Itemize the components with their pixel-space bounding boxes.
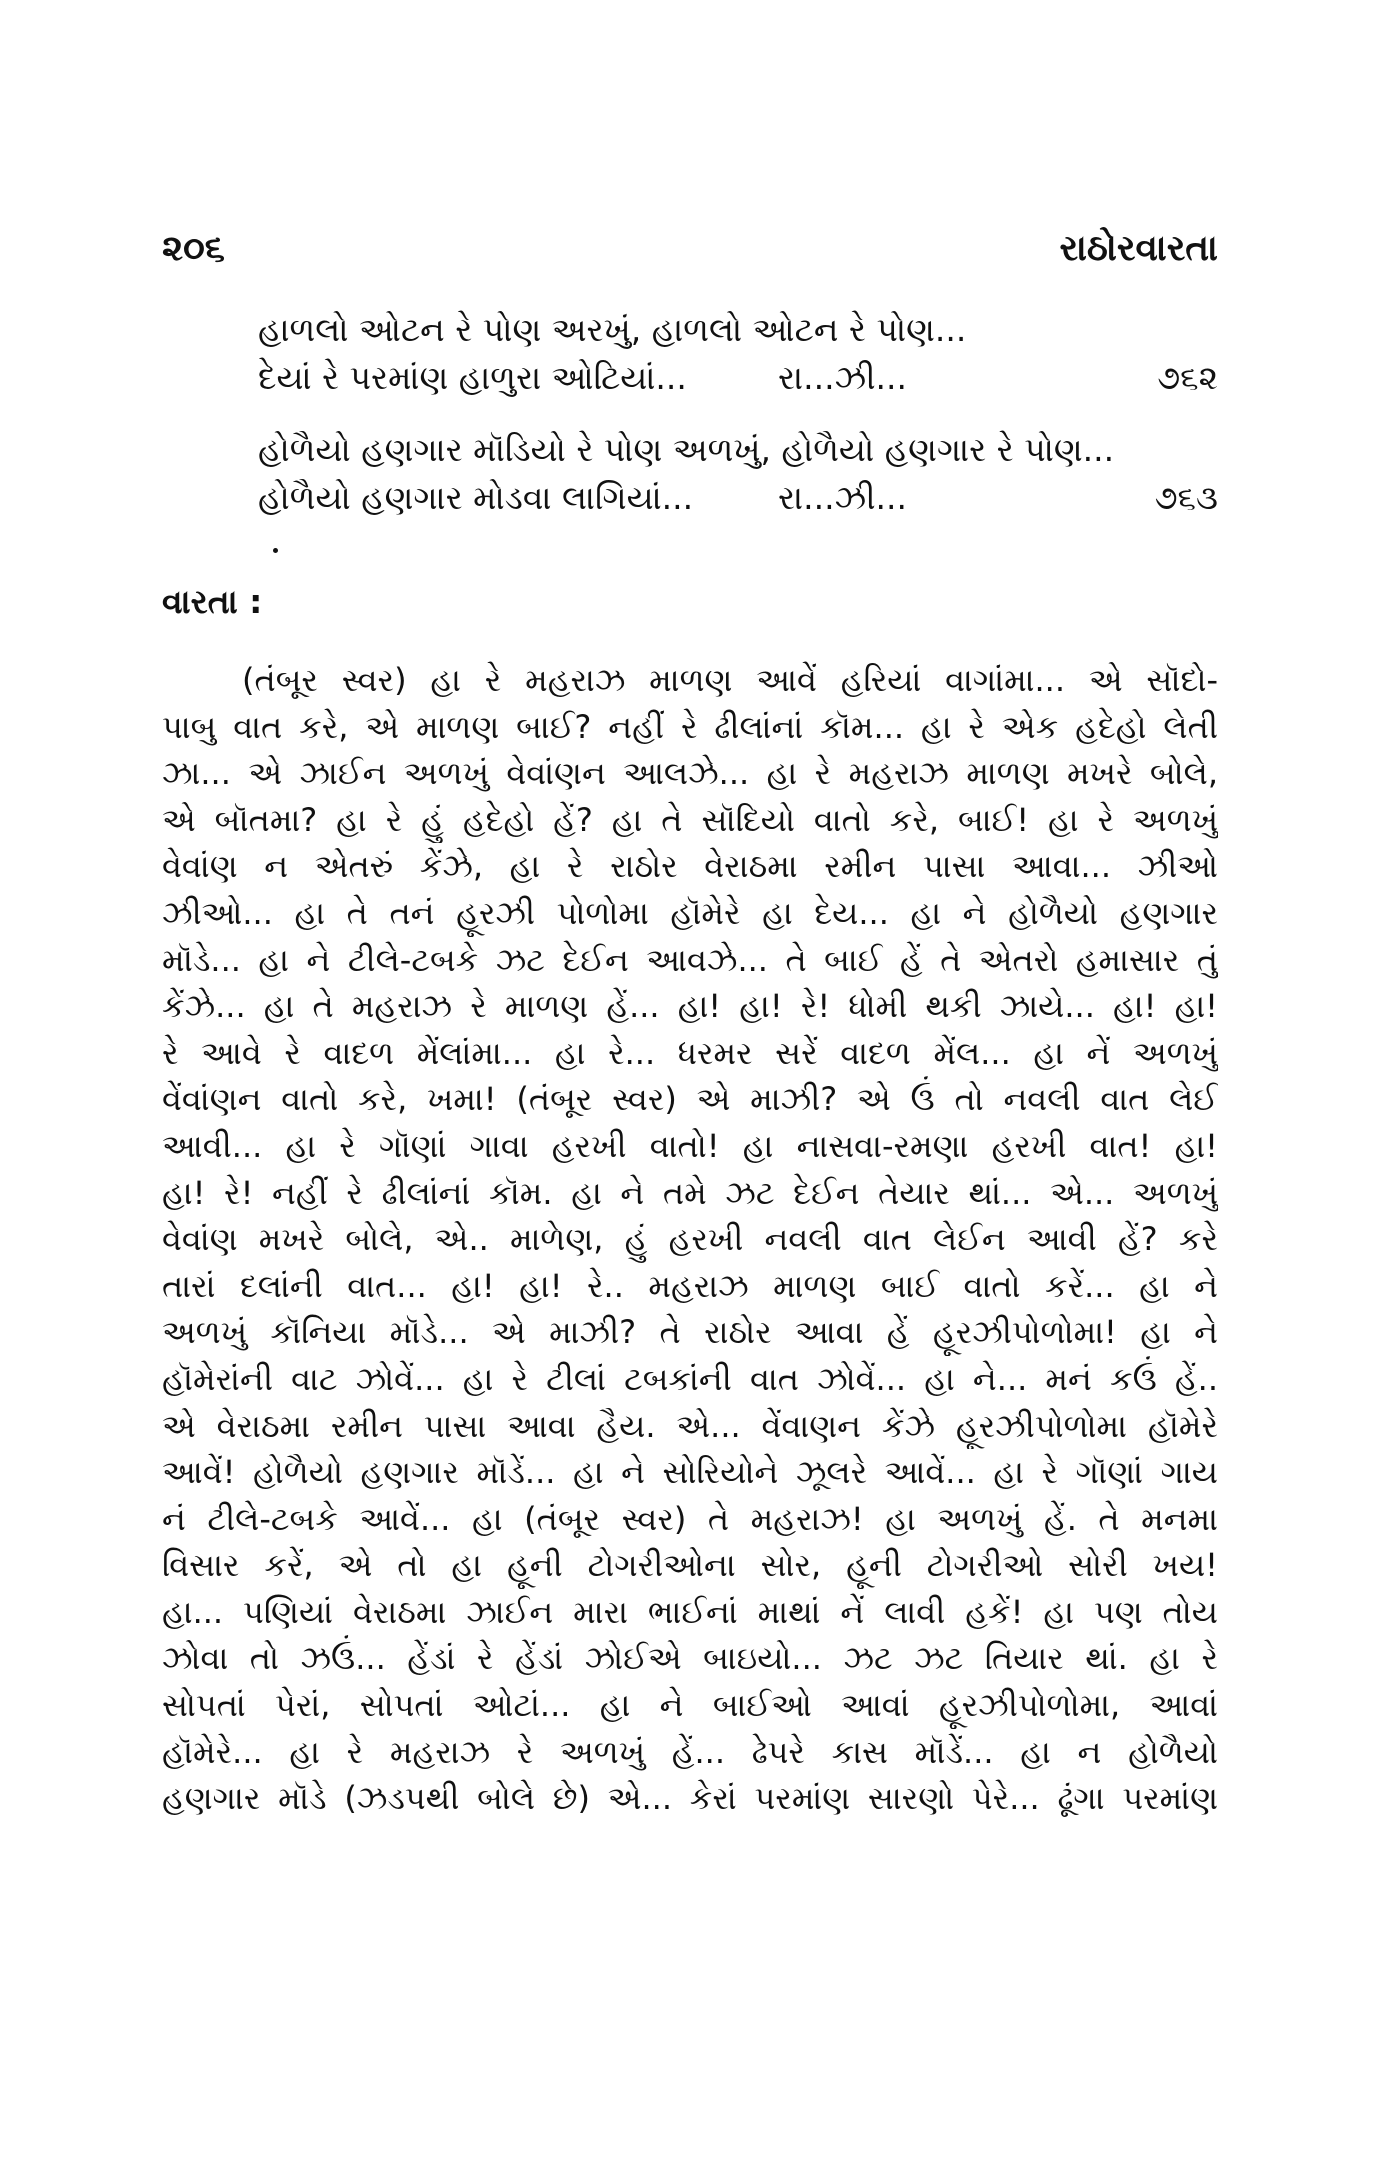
prose-line: કેંઝે... હા તે મહરાઝ રે માળણ હેં... હા! હા! રે! ધોમી થકી ઝાયે... હા! હા! <box>162 987 1218 1026</box>
separator-dot <box>273 548 278 553</box>
prose-line: ઝોવા તો ઝઉં... હેંડાં રે હેંડાં ઝોઈએ બાઇયો... ઝટ ઝટ તિયાર થાં. હા રે <box>162 1639 1218 1678</box>
prose-line: પાબુ વાત કરે, એ માળણ બાઈ? નહીં રે ઢીલાંનાં કૉમ... હા રે એક હદેહો લેતી <box>162 707 1218 746</box>
verse-refrain: રા...ઝી... <box>778 478 908 517</box>
verse-line: હાળલો ઓટન રે પોણ અરખું, હાળલો ઓટન રે પોણ... <box>258 310 967 349</box>
prose-line: વેંવાંણન વાતો કરે, ખમા! (તંબૂર સ્વર) એ માઝી? એ ઉં તો નવલી વાત લેઈ <box>162 1080 1218 1119</box>
section-heading: વારતા : <box>162 582 263 621</box>
prose-line: મૉડે... હા ને ટીલે-ટબકે ઝટ દેઈન આવઝે... તે બાઈ હેં તે એતરો હમાસાર તું <box>162 940 1218 979</box>
prose-line: એ વેરાઠમા રમીન પાસા આવા હૈય. એ... વેંવાણન કેંઝે હૂરઝીપોળોમા હૉમેરે <box>162 1406 1218 1445</box>
prose-line: હા... પણિયાં વેરાઠમા ઝાઈન મારા ભાઈનાં માથાં નેં લાવી હકેં! હા પણ તોય <box>162 1592 1218 1631</box>
prose-line: અળખું કૉનિયા મૉડે... એ માઝી? તે રાઠોર આવા હેં હૂરઝીપોળોમા! હા ને <box>162 1313 1218 1352</box>
prose-line: ઝીઓ... હા તે તનં હૂરઝી પોળોમા હૉમેરે હા દેય... હા ને હોળૈયો હણગાર <box>162 893 1218 932</box>
prose-line: (તંબૂર સ્વર) હા રે મહરાઝ માળણ આવેં હરિયાં વાગાંમા... એ સૉદો- <box>242 661 1218 699</box>
prose-line: ઝા... એ ઝાઈન અળખું વેવાંણન આલઝે... હા રે મહરાઝ માળણ મખરે બોલે, <box>162 754 1218 793</box>
prose-body <box>162 657 1218 1822</box>
verse-line-with-refrain <box>258 474 1218 522</box>
prose-line: વેવાંણ ન એતરું કેંઝે, હા રે રાઠોર વેરાઠમા રમીન પાસા આવા... ઝીઓ <box>162 847 1218 886</box>
verse-number: ૭૬૨ <box>1157 358 1218 397</box>
prose-line: એ બૉતમા? હા રે હું હદેહો હેં? હા તે સૉદિયો વાતો કરે, બાઈ! હા રે અળખું <box>162 800 1218 839</box>
prose-line: હણગાર મૉડે (ઝડપથી બોલે છે) એ... કેરાં પરમાંણ સારણો પેરે... ઢૂંગા પરમાંણ <box>162 1779 1218 1818</box>
verse-line-with-refrain <box>258 354 1218 402</box>
prose-line: વેવાંણ મખરે બોલે, એ.. માળેણ, હું હરખી નવલી વાત લેઈન આવી હેં? કરે <box>162 1220 1218 1259</box>
prose-line: હા! રે! નહીં રે ઢીલાંનાં કૉમ. હા ને તમે ઝટ દેઈન તેયાર થાં... એ... અળખું <box>162 1173 1218 1212</box>
prose-line: આવી... હા રે ગૉણાં ગાવા હરખી વાતો! હા નાસવા-રમણા હરખી વાત! હા! <box>162 1126 1218 1165</box>
verse-refrain: રા...ઝી... <box>778 358 908 397</box>
prose-line: નં ટીલે-ટબકે આવેં... હા (તંબૂર સ્વર) તે મહરાઝ! હા અળખું હેં. તે મનમા <box>162 1499 1218 1538</box>
verse-line-text: દેયાં રે પરમાંણ હાળુરા ઓટિયાં... <box>258 358 687 397</box>
verse-line: હોળૈયો હણગાર મૉડિયો રે પોણ અળખું, હોળૈયો હણગાર રે પોણ... <box>258 430 1115 469</box>
prose-line: હૉમેરાંની વાટ ઝોવેં... હા રે ટીલાં ટબકાંની વાત ઝોવેં... હા ને... મનં કઉં હેં.. <box>162 1359 1218 1398</box>
prose-line: તારાં દલાંની વાત... હા! હા! રે.. મહરાઝ માળણ બાઈ વાતો કરેં... હા ને <box>162 1266 1218 1305</box>
prose-line: વિસાર કરેં, એ તો હા હૂની ટોગરીઓના સોર, હૂની ટોગરીઓ સોરી ખય! <box>162 1546 1218 1585</box>
page-number: ૨૦૬ <box>162 228 225 269</box>
running-title: રાઠોરવારતા <box>1059 228 1218 269</box>
verse-stanza <box>258 426 1218 522</box>
verse-number: ૭૬૩ <box>1154 478 1218 517</box>
prose-line: આવેં! હોળૈયો હણગાર મૉડેં... હા ને સોરિયોને ઝૂલરે આવેં... હા રે ગૉણાં ગાય <box>162 1453 1218 1492</box>
prose-line: સોપતાં પેરાં, સોપતાં ઓટાં... હા ને બાઈઓ આવાં હૂરઝીપોળોમા, આવાં <box>162 1686 1218 1725</box>
page-header <box>162 228 1218 278</box>
prose-line: રે આવે રે વાદળ મેંલાંમા... હા રે... ધરમર સરેં વાદળ મેંલ... હા નેં અળખું <box>162 1033 1218 1072</box>
verse-stanza <box>258 306 1218 402</box>
prose-line: હૉમેરે... હા રે મહરાઝ રે અળખું હેં... ઢેપરે કાસ મૉડેં... હા ન હોળૈયો <box>162 1732 1218 1771</box>
verse-line-text: હોળૈયો હણગાર મોડવા લાગિયાં... <box>258 478 694 517</box>
